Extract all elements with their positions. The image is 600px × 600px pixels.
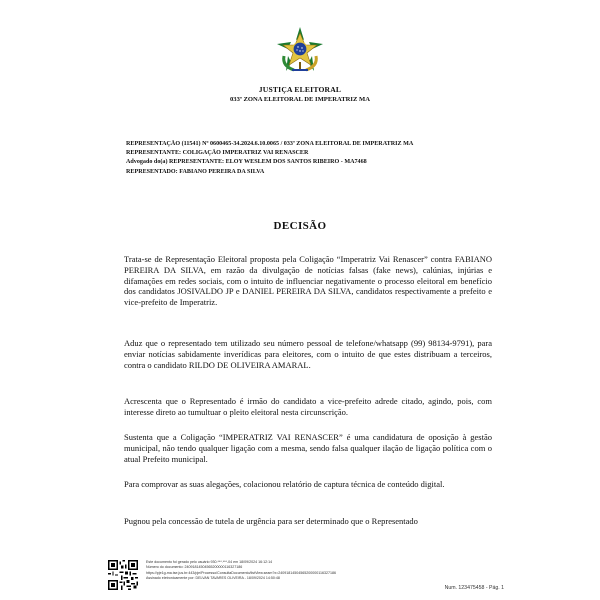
paragraph: Pugnou pela concessão de tutela de urgência para ser determinado que o Representado <box>124 516 418 526</box>
plaintiff: REPRESENTANTE: COLIGAÇÃO IMPERATRIZ VAI RENASCER <box>126 150 309 157</box>
signature-info <box>146 560 446 581</box>
generated-by: Este documento foi gerado pelo usuário 930.***.***-04 em 18/09/2024 16:12:14 <box>146 560 273 564</box>
case-metadata <box>126 140 506 177</box>
page-number: Num. 123475458 - Pág. 1 <box>444 585 504 591</box>
electoral-zone: 033ª ZONA ELEITORAL DE IMPERATRIZ MA <box>229 96 371 103</box>
document-title: DECISÃO <box>273 220 327 232</box>
paragraph: Para comprovar as suas alegações, colacionou relatório de captura técnica de conteúdo digital. <box>124 479 445 489</box>
brazil-coat-of-arms-icon <box>276 26 324 74</box>
defendant: REPRESENTADO: FABIANO PEREIRA DA SILVA <box>126 168 265 175</box>
signed-by: Assinado eletronicamente por: DELVAN TAVARES OLIVEIRA - 18/09/2024 14:50:48 <box>146 575 280 580</box>
paragraph: Acrescenta que o Representado é irmão do candidato a vice-prefeito adrede citado, agindo, pois, com interesse direto ao tumultuar o pleito eleitoral nesta circunscrição. <box>124 396 492 417</box>
case-number: REPRESENTAÇÃO (11541) Nº 0600465-34.2024.6.10.0065 / 033ª ZONA ELEITORAL DE IMPERATRIZ MA <box>126 141 414 147</box>
plaintiff-lawyer: Advogado do(a) REPRESENTANTE: ELOY WESLEM DOS SANTOS RIBEIRO - MA7468 <box>126 159 367 166</box>
paragraph: Sustenta que a Coligação “IMPERATRIZ VAI RENASCER” é uma candidatura de oposição à gestão municipal, não tendo qualquer ligação com a mesma, sendo falsa qualquer ilação de ligação política com o atual Prefeito municipal. <box>124 432 492 464</box>
court-name: JUSTIÇA ELEITORAL <box>258 85 342 94</box>
qr-code-icon <box>108 560 138 590</box>
document-url[interactable]: https://pje1g-ma.tse.jus.br:443/pje/Processo/ConsultaDocumento/listView.seam?x=24091814504565200000116327186 <box>146 570 336 575</box>
document-number: Número do documento: 24091814504565200000116327186 <box>146 565 243 570</box>
paragraph: Aduz que o representado tem utilizado seu número pessoal de telefone/whatsapp (99) 98134-9791), para enviar notícias sabidamente inverídicas para eleitores, com o intuito de que estes distribuam a terceiros, contra o candidato RILDO DE OLIVEIRA AMARAL. <box>124 338 492 370</box>
paragraph: Trata-se de Representação Eleitoral proposta pela Coligação “Imperatriz Vai Renascer” contra FABIANO PEREIRA DA SILVA, em razão da divulgação de notícias falsas (fake news), calúnias, injúrias e difamações em redes sociais, com o intuito de influenciar negativamente o processo eleitoral em benefício dos candidatos JOSIVALDO JP e DANIEL PEREIRA DA SILVA, candidatos respectivamente a prefeito e vice-prefeito de Imperatriz. <box>124 254 492 308</box>
